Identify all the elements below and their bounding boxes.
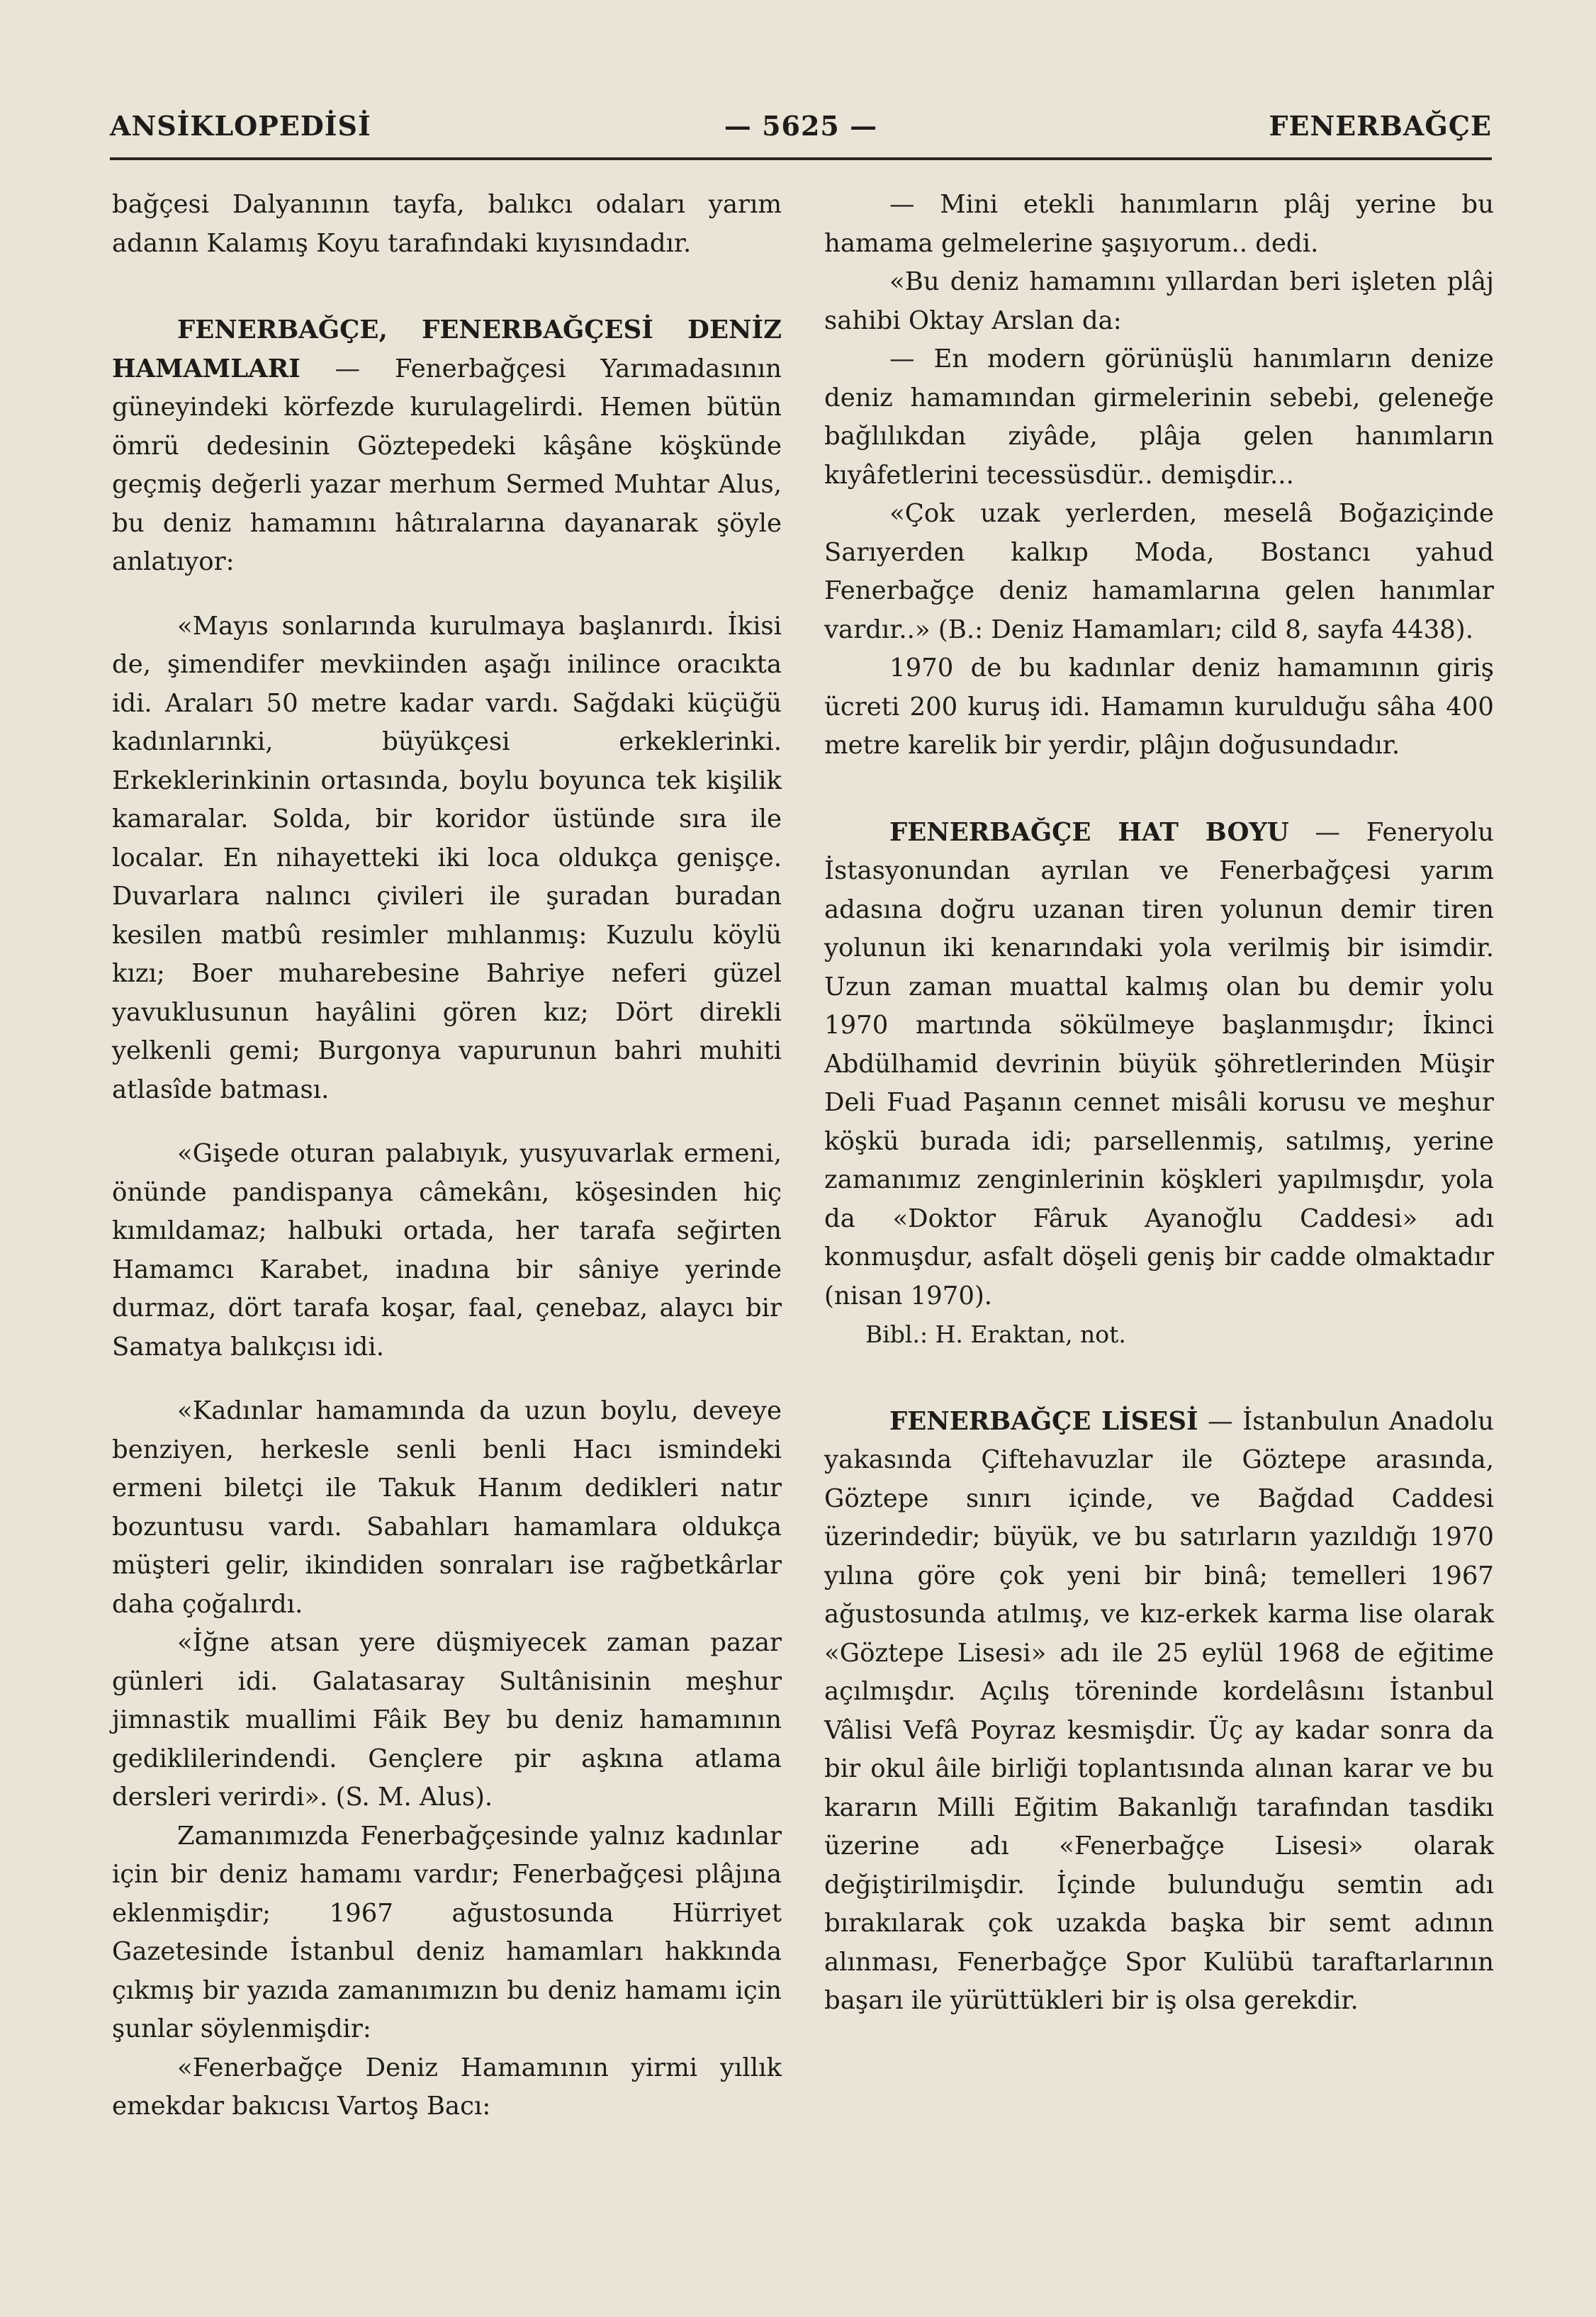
- header-rule: [110, 157, 1492, 160]
- entry-hat-boyu: [824, 814, 1494, 1316]
- left-column: [112, 186, 782, 2126]
- continuation-paragraph: bağçesi Dalyanının tayfa, balıkcı odaları yarım adanın Kalamış Koyu tarafındaki kıyısındadır.: [112, 190, 782, 258]
- body-paragraph: «Bu deniz hamamını yıllardan beri işleten plâj sahibi Oktay Arslan da:: [824, 267, 1494, 335]
- entry-title: FENERBAĞÇE, FENERBAĞÇESİ DENİZ HAMAMLARI: [112, 315, 782, 383]
- bibliography: Bibl.: H. Eraktan, not.: [865, 1320, 1126, 1348]
- quote-paragraph: «Kadınlar hamamında da uzun boylu, deveye benziyen, herkesle senli benli Hacı ismindeki ermeni biletçi ile Takuk Hanım dedikleri natır bozuntusu vardı. Sabahları hamamlara oldukça müşteri gelir, ikindiden sonraları ise rağbetkârlar daha çoğalırdı.: [112, 1396, 782, 1619]
- body-paragraph: Zamanımızda Fenerbağçesinde yalnız kadınlar için bir deniz hamamı vardır; Fenerbağçesi plâjına eklenmişdir; 1967 ağustosunda Hürriyet Gazetesinde İstanbul deniz hamamları hakkında çıkmış bir yazıda zamanımızın bu deniz hamamı için şunlar söylenmişdir:: [112, 1821, 782, 2043]
- entry-text: — Fenerbağçesi Yarımadasının güneyindeki körfezde kurulagelirdi. Hemen bütün ömrü dedesinin Göztepedeki kâşâne köşkünde geçmiş değerli yazar merhum Sermed Muhtar Alus, bu deniz hamamını hâtıralarına dayanarak şöyle anlatıyor:: [112, 354, 782, 576]
- body-paragraph: 1970 de bu kadınlar deniz hamamının giriş ücreti 200 kuruş idi. Hamamın kurulduğu sâha 400 metre karelik bir yerdir, plâjın doğusundadır.: [824, 653, 1494, 760]
- header-left-title: ANSİKLOPEDİSİ: [110, 110, 371, 142]
- right-column: [824, 186, 1494, 2021]
- body-paragraph: — Mini etekli hanımların plâj yerine bu hamama gelmelerine şaşıyorum.. dedi.: [824, 190, 1494, 258]
- entry-title: FENERBAĞÇE LİSESİ: [889, 1406, 1198, 1436]
- header-right-title: FENERBAĞÇE: [1269, 110, 1492, 142]
- page-number: — 5625 —: [724, 110, 878, 142]
- running-header: [110, 110, 1492, 152]
- entry-title: FENERBAĞÇE HAT BOYU: [889, 817, 1289, 847]
- entry-deniz-hamamlari: [112, 311, 782, 582]
- body-paragraph: «Fenerbağçe Deniz Hamamının yirmi yıllık emekdar bakıcısı Vartoş Bacı:: [112, 2053, 782, 2121]
- quote-paragraph: «Gişede oturan palabıyık, yusyuvarlak ermeni, önünde pandispanya câmekânı, köşesinden hiç kımıldamaz; halbuki ortada, her tarafa seğirten Hamamcı Karabet, inadına bir sâniye yerinde durmaz, dört tarafa koşar, faal, çenebaz, alaycı bir Samatya balıkçısı idi.: [112, 1139, 782, 1362]
- body-paragraph: — En modern görünüşlü hanımların denize deniz hamamından girmelerinin sebebi, geleneğe bağlılıkdan ziyâde, plâja gelen hanımların kıyâfetlerini tecessüsdür.. demişdir...: [824, 344, 1494, 490]
- body-paragraph: «Çok uzak yerlerden, meselâ Boğaziçinde Sarıyerden kalkıp Moda, Bostancı yahud Fenerbağçe deniz hamamlarına gelen hanımlar vardır..» (B.: Deniz Hamamları; cild 8, sayfa 4438).: [824, 499, 1494, 644]
- entry-text: — İstanbulun Anadolu yakasında Çiftehavuzlar ile Göztepe arasında, Göztepe sınırı içinde, ve Bağdad Caddesi üzerindedir; büyük, ve bu satırların yazıldığı 1970 yılına göre çok yeni bir binâ; temelleri 1967 ağustosunda atılmış, ve kız-erkek karma lise olarak «Göztepe Lisesi» adı ile 25 eylül 1968 de eğitime açılmışdır. Açılış töreninde kordelâsını İstanbul Vâlisi Vefâ Poyraz kesmişdir. Üç ay kadar sonra da bir okul âile birliği toplantısında alınan karar ve bu kararın Milli Eğitim Bakanlığı tarafından tasdikı üzerine adı «Fenerbağçe Lisesi» olarak değiştirilmişdir. İçinde bulunduğu semtin adı bırakılarak çok uzakda başka bir semt adının alınması, Fenerbağçe Spor Kulübü taraftarlarının başarı ile yürüttükleri bir iş olsa gerekdir.: [824, 1406, 1494, 2015]
- entry-lisesi: [824, 1403, 1494, 2021]
- entry-text: — Feneryolu İstasyonundan ayrılan ve Fenerbağçesi yarım adasına doğru uzanan tiren yolunun demir tiren yolunun iki kenarındaki yola verilmiş bir isimdir. Uzun zaman muattal kalmış olan bu demir yolu 1970 martında sökülmeye başlanmışdır; İkinci Abdülhamid devrinin büyük şöhretlerinden Müşir Deli Fuad Paşanın cennet misâli korusu ve meşhur köşkü burada idi; parsellenmiş, satılmış, yerine zamanımız zenginlerinin köşkleri yapılmışdır, yola da «Doktor Fâruk Ayanoğlu Caddesi» adı konmuşdur, asfalt döşeli geniş bir cadde olmaktadır (nisan 1970).: [824, 817, 1494, 1311]
- quote-paragraph: «İğne atsan yere düşmiyecek zaman pazar günleri idi. Galatasaray Sultânisinin meşhur jimnastik muallimi Fâik Bey bu deniz hamamının gediklilerindendi. Gençlere pir aşkına atlama dersleri verirdi». (S. M. Alus).: [112, 1628, 782, 1812]
- quote-paragraph: «Mayıs sonlarında kurulmaya başlanırdı. İkisi de, şimendifer mevkiinden aşağı inilince oracıkta idi. Araları 50 metre kadar vardı. Sağdaki küçüğü kadınlarınki, büyükçesi erkeklerinki. Erkeklerinkinin ortasında, boylu boyunca tek kişilik kamaralar. Solda, bir koridor üstünde sıra ile localar. En nihayetteki iki loca oldukça genişçe. Duvarlara nalıncı çivileri ile şuradan buradan kesilen matbû resimler mıhlanmış: Kuzulu köylü kızı; Boer muharebesine Bahriye neferi güzel yavuklusunun hayâlini gören kız; Dört direkli yelkenli gemi; Burgonya vapurunun bahri muhiti atlasîde batması.: [112, 611, 782, 1104]
